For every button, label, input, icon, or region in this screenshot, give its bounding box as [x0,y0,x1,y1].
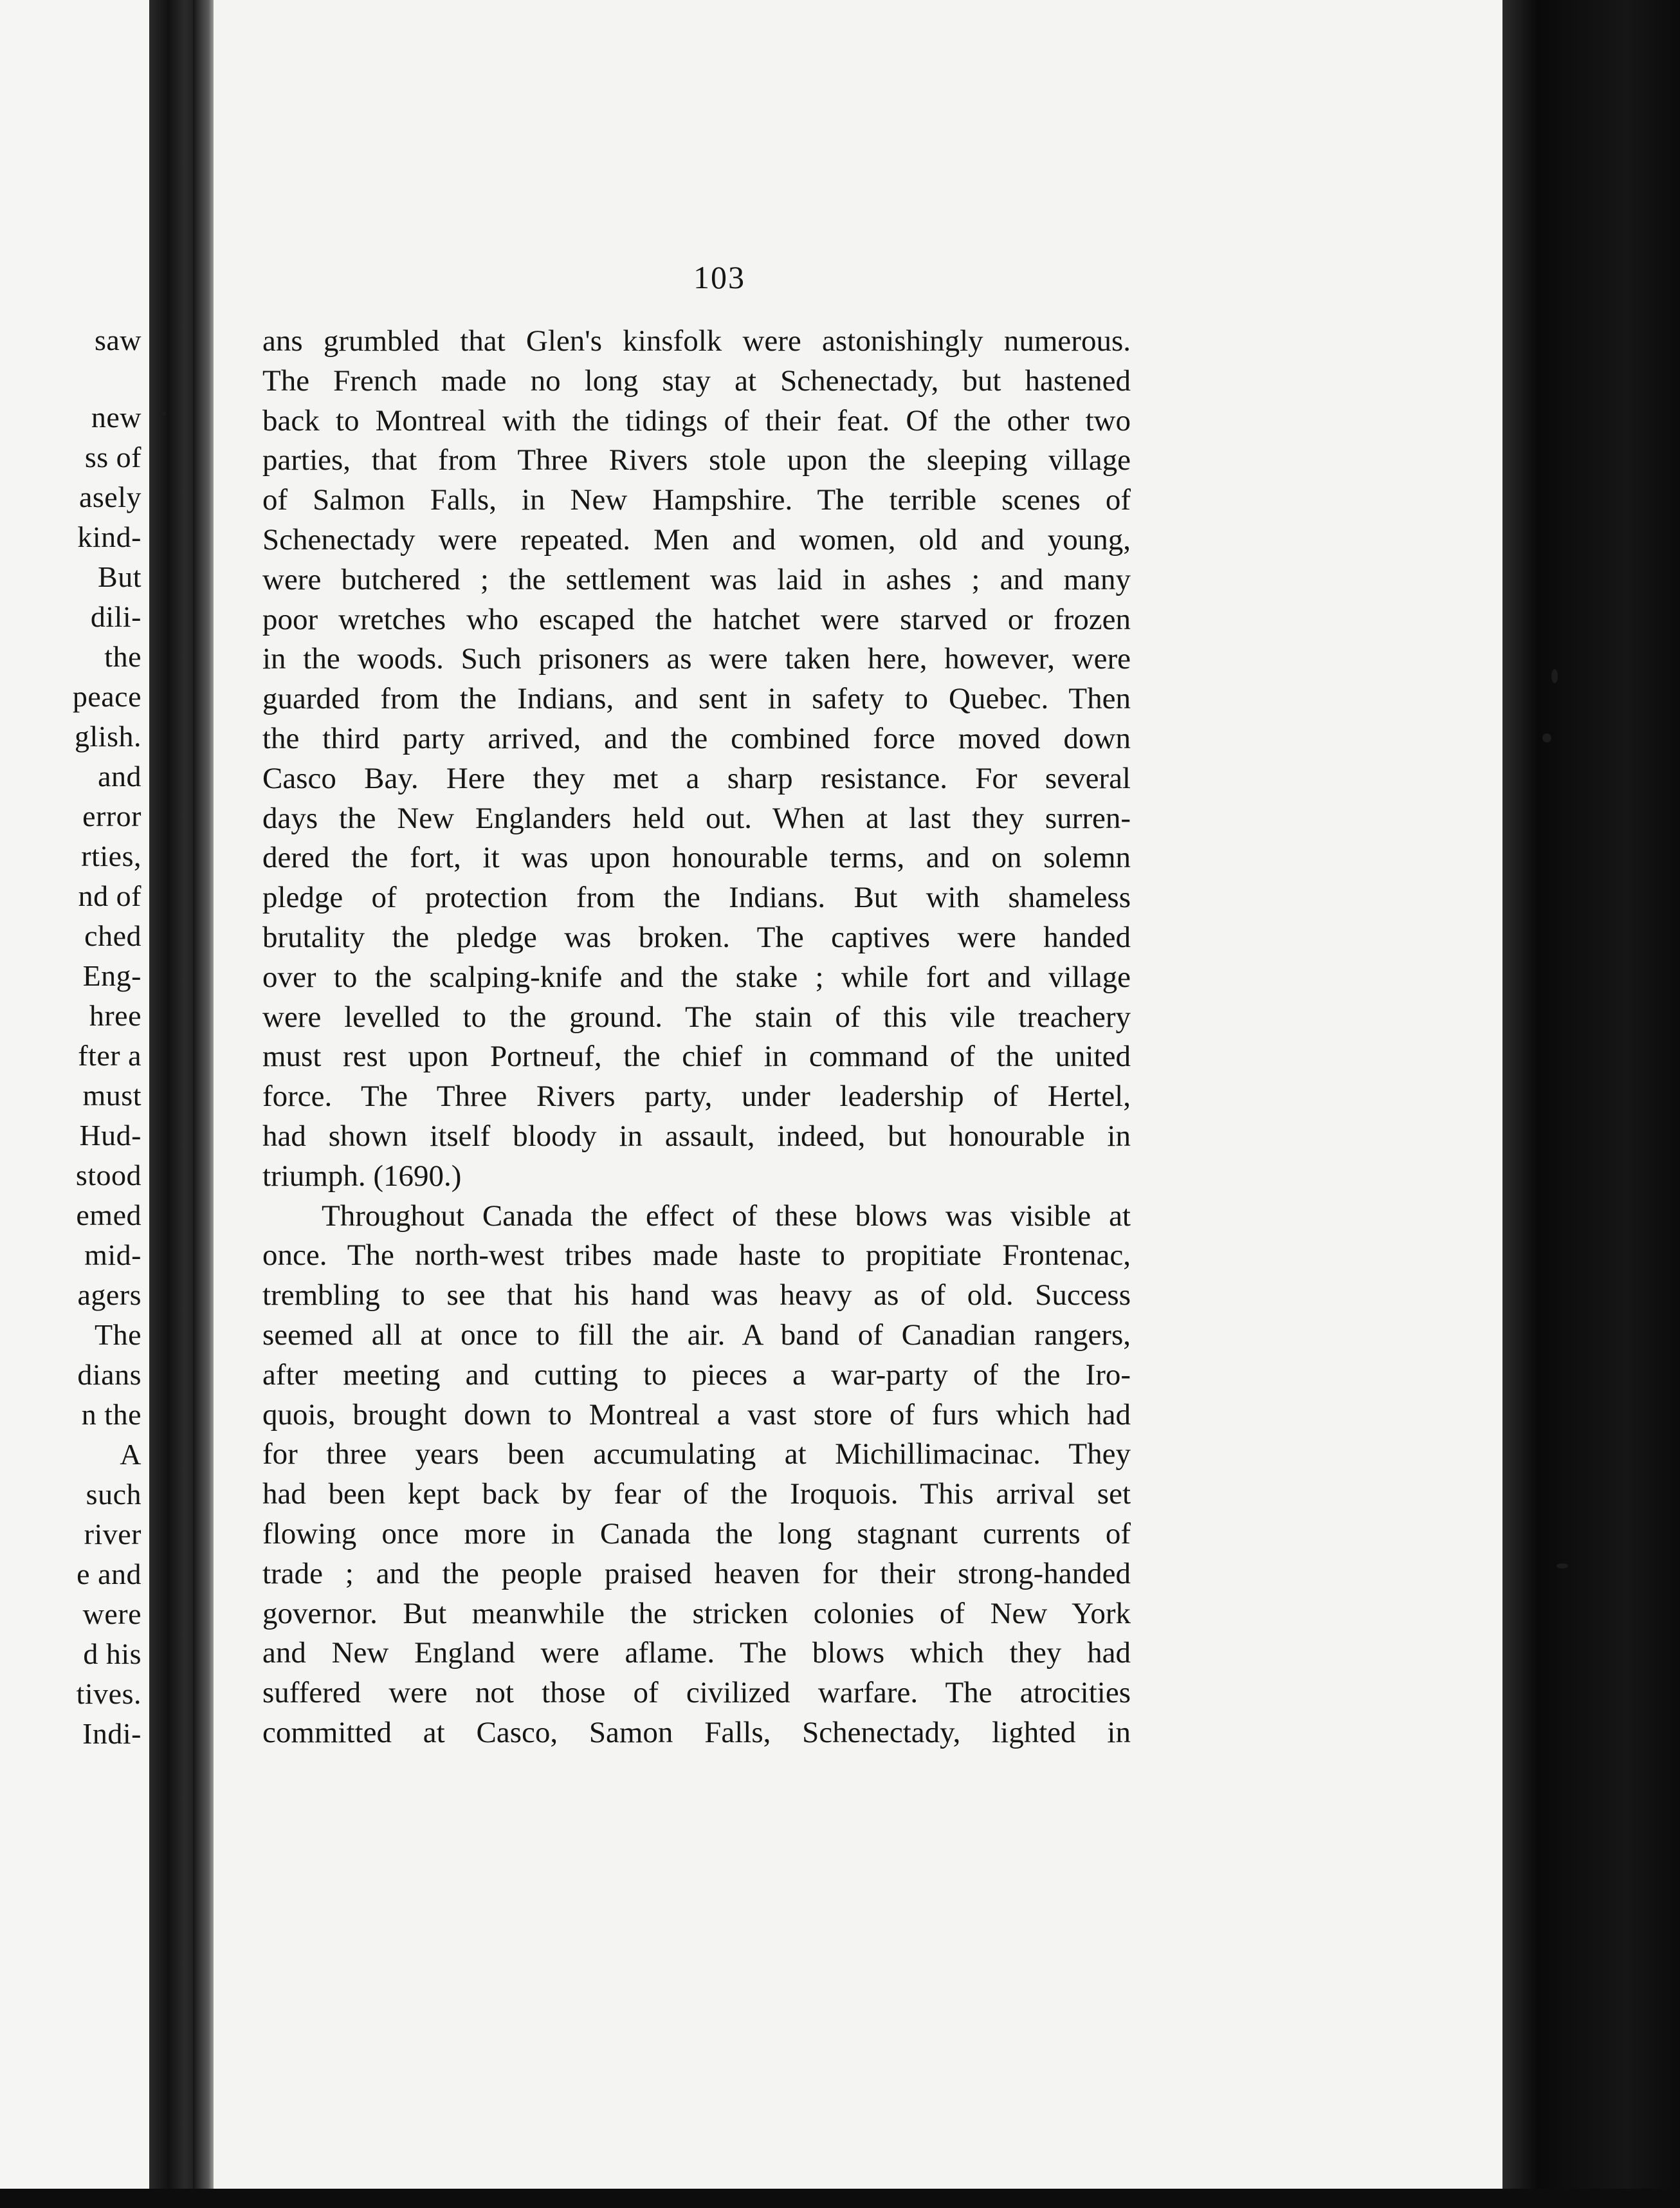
left-fragment: n the [81,1398,142,1431]
text-line: had shown itself bloody in assault, indeed, but honourable in [262,1119,1131,1153]
left-fragment: Eng- [82,959,142,992]
left-fragment: river [84,1518,142,1550]
text-line: poor wretches who escaped the hatchet were starved or frozen [262,602,1131,636]
text-line: brutality the pledge was broken. The captives were handed [262,920,1131,954]
left-fragment: dili- [90,600,142,633]
text-line: in the woods. Such prisoners as were taken here, however, were [262,642,1131,676]
scan-speck [1551,669,1558,683]
left-fragment: rties, [81,840,142,872]
text-line: trembling to see that his hand was heavy as of old. Success [262,1278,1131,1312]
left-fragment: Indi- [82,1717,142,1750]
left-fragment: A [120,1438,142,1471]
left-fragment: e and [77,1558,142,1590]
scan-speck [1542,733,1551,742]
left-fragment: must [82,1079,142,1112]
text-line: flowing once more in Canada the long stagnant currents of [262,1516,1131,1550]
text-line: parties, that from Three Rivers stole upon the sleeping village [262,443,1131,477]
left-fragment: were [82,1597,142,1630]
left-fragment: fter a [78,1039,142,1072]
scan-speck [1557,1563,1568,1569]
text-line: dered the fort, it was upon honourable terms, and on solemn [262,841,1131,875]
text-line: were butchered ; the settlement was laid in ashes ; and many [262,562,1131,596]
text-line: once. The north-west tribes made haste to propitiate Frontenac, [262,1238,1131,1273]
text-line: after meeting and cutting to pieces a war-party of the Iro- [262,1357,1131,1392]
left-fragment: kind- [77,520,142,553]
text-line: The French made no long stay at Schenectady, but hastened [262,363,1131,398]
text-line: Schenectady were repeated. Men and women, old and young, [262,522,1131,557]
left-fragment: peace [72,680,142,713]
text-line: trade ; and the people praised heaven for their strong-handed [262,1556,1131,1590]
text-line: triumph. (1690.) [262,1159,462,1193]
left-fragment: asely [78,481,142,513]
left-fragment: The [94,1318,142,1351]
text-line: Throughout Canada the effect of these blows was visible at [322,1199,1131,1233]
left-fragment: mid- [84,1238,142,1271]
left-fragment: saw [94,324,142,356]
text-line: must rest upon Portneuf, the chief in command of the united [262,1040,1131,1074]
text-line: had been kept back by fear of the Iroquois. This arrival set [262,1477,1131,1511]
left-fragment: hree [89,999,142,1032]
left-fragment: ched [84,919,142,952]
text-line: force. The Three Rivers party, under leadership of Hertel, [262,1080,1131,1114]
left-fragment: new [91,401,142,434]
left-page-edge [0,0,149,2194]
left-fragment: such [86,1478,142,1511]
text-line: suffered were not those of civilized warfare. The atrocities [262,1676,1131,1710]
text-line: of Salmon Falls, in New Hampshire. The terrible scenes of [262,483,1131,517]
text-line: and New England were aflame. The blows which they had [262,1636,1131,1670]
left-fragment: tives. [76,1677,142,1710]
left-fragment: dians [77,1358,142,1391]
left-fragment: and [98,760,142,793]
text-line: pledge of protection from the Indians. But with shameless [262,881,1131,915]
paragraph-1 [262,322,1131,1197]
scanner-background-bottom [0,2189,1680,2208]
text-line: for three years been accumulating at Michillimacinac. They [262,1437,1131,1471]
text-line: back to Montreal with the tidings of their feat. Of the other two [262,403,1131,437]
left-fragment: stood [75,1159,142,1191]
text-line: committed at Casco, Samon Falls, Schenectady, lighted in [262,1715,1131,1749]
paragraph-2 [262,1197,1131,1753]
left-fragment: agers [77,1278,142,1311]
text-line: ans grumbled that Glen's kinsfolk were astonishingly numerous. [262,324,1131,358]
text-line: seemed all at once to fill the air. A band of Canadian rangers, [262,1318,1131,1352]
text-line: over to the scalping-knife and the stake ; while fort and village [262,960,1131,994]
left-fragment: error [82,800,142,833]
text-line: governor. But meanwhile the stricken colonies of New York [262,1596,1131,1630]
left-fragment: Hud- [79,1119,142,1152]
body-text [262,322,1131,1753]
left-fragment: nd of [78,879,142,912]
text-line: guarded from the Indians, and sent in safety to Quebec. Then [262,682,1131,716]
left-fragment: glish. [75,720,142,753]
text-line: were levelled to the ground. The stain of this vile treachery [262,1000,1131,1034]
text-line: Casco Bay. Here they met a sharp resistance. For several [262,761,1131,795]
left-fragment: ss of [84,441,142,474]
text-line: quois, brought down to Montreal a vast store of furs which had [262,1397,1131,1431]
left-fragment: emed [76,1199,142,1231]
text-line: days the New Englanders held out. When at last they surren- [262,801,1131,835]
left-fragment: But [98,560,142,593]
scanner-background-right [1502,0,1680,2208]
scan-speck [162,412,166,416]
left-fragment: d his [83,1637,142,1670]
text-line: the third party arrived, and the combined force moved down [262,721,1131,755]
page-number: 103 [693,259,745,295]
left-fragment: the [104,640,142,673]
